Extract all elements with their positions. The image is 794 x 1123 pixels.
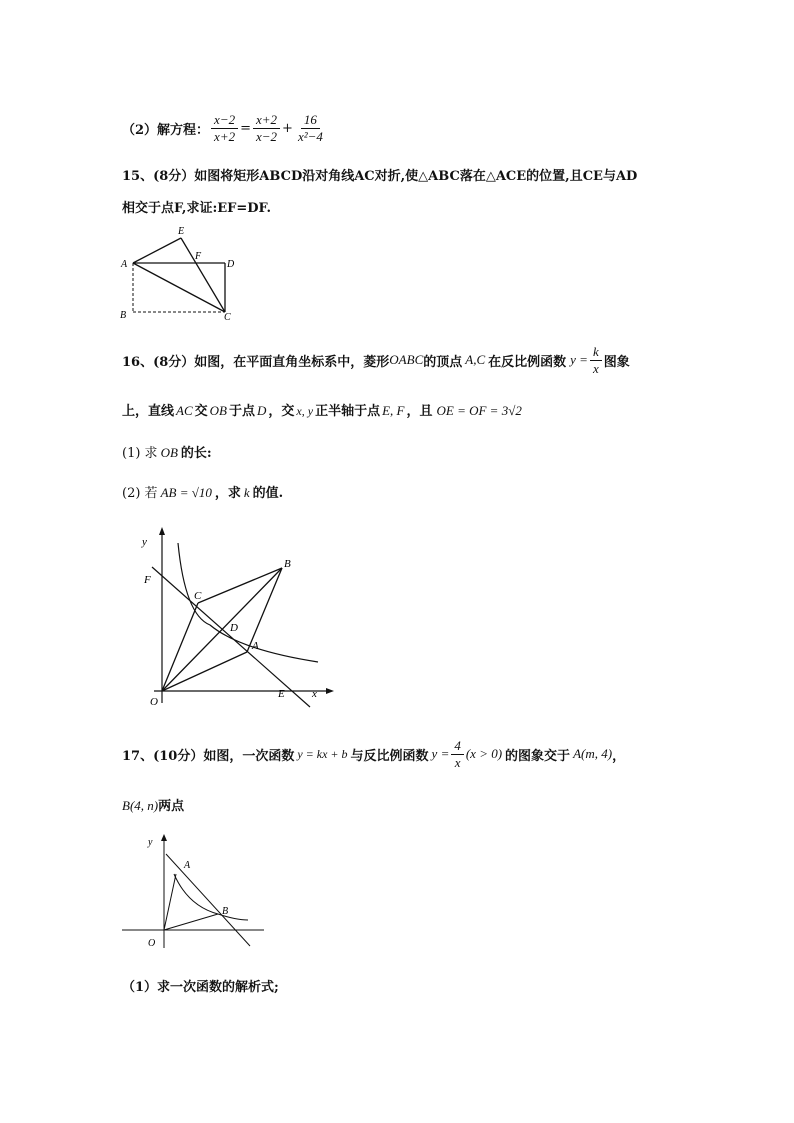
- line-AB: [166, 854, 250, 946]
- label-E: E: [278, 688, 285, 700]
- edge-AE: [133, 238, 181, 263]
- label-D: D: [227, 259, 235, 270]
- label-F: F: [144, 574, 151, 586]
- p17-line1: [122, 734, 625, 774]
- p14-part2: [122, 108, 328, 148]
- p15-figure: [115, 222, 245, 326]
- p16-l2-OB: OB: [209, 403, 227, 418]
- label-A: A: [252, 640, 259, 652]
- segment-OA: [164, 874, 176, 930]
- p16-l2-D: D: [257, 403, 267, 418]
- p16-l2-a: 上，直线: [122, 404, 175, 419]
- x-axis-arrow: [326, 688, 334, 694]
- segment-OB: [164, 914, 218, 930]
- label-A: A: [184, 860, 191, 871]
- y-axis-arrow: [161, 834, 167, 841]
- label-D: D: [230, 622, 238, 634]
- fraction-3-num: 16: [301, 112, 320, 129]
- p16-l2-AC: AC: [176, 403, 193, 418]
- p17-y-eq: y =: [431, 746, 450, 761]
- label-B: B: [222, 906, 229, 917]
- label-F: F: [195, 251, 202, 262]
- p16-l2-e: 于点: [229, 404, 256, 419]
- p17-intro: 17、(10分）如图，一次函数: [122, 748, 295, 764]
- p16-line1: [122, 340, 630, 380]
- p16-q2-a: (2) 若: [122, 486, 158, 501]
- p15-line1: 15、(8分）如图将矩形ABCD沿对角线AC对折,使△ABC落在△ACE的位置,且CE与AD: [122, 169, 638, 184]
- p16-q1-OB: OB: [160, 445, 178, 460]
- p16-q2-AB: AB = √10: [160, 485, 212, 500]
- p16-l2-k: ，且: [406, 404, 433, 419]
- equals-sign: =: [240, 120, 251, 136]
- fraction-3-den: x²−4: [297, 128, 323, 144]
- fraction-2-den: x−2: [256, 128, 278, 144]
- p15-line2: 相交于点F,求证:EF=DF.: [122, 201, 271, 216]
- label-O: O: [150, 696, 158, 708]
- p16-fraction-num: k: [590, 344, 602, 361]
- fraction-1: [211, 112, 238, 145]
- p16-rhombus: OABC: [389, 352, 424, 367]
- p17-linear-func: y = kx + b: [297, 746, 348, 761]
- p17-point-B: B(4, n): [122, 798, 159, 813]
- p17-fraction: [451, 738, 464, 771]
- p16-fraction: [590, 344, 602, 377]
- p17-figure: [118, 828, 268, 952]
- p16-question-1: [122, 442, 212, 461]
- label-A: A: [121, 259, 128, 270]
- p16-text-vertex: 的顶点: [423, 354, 463, 370]
- p16-fraction-den: x: [592, 360, 599, 376]
- label-O: O: [148, 938, 156, 949]
- p16-q2-e: 的值.: [252, 486, 284, 501]
- p14-label: （2）解方程：: [122, 122, 210, 138]
- label-C: C: [224, 312, 231, 323]
- hyperbola-curve: [174, 874, 248, 920]
- label-B: B: [120, 310, 127, 321]
- p16-intro: 16、(8分）如图，在平面直角坐标系中，菱形: [122, 354, 390, 370]
- p16-text-func: 在反比例函数: [488, 354, 567, 370]
- diagonal-AC: [133, 263, 225, 312]
- p16-y-eq: y =: [570, 352, 588, 367]
- p16-figure: [140, 525, 340, 715]
- label-y: y: [142, 536, 147, 548]
- p17-comma: ，: [612, 748, 626, 764]
- p16-line2: [122, 400, 522, 419]
- p17-fraction-num: 4: [451, 738, 464, 755]
- line-FE: [152, 567, 310, 707]
- p16-q1-a: (1) 求: [122, 446, 158, 461]
- p17-text-with: 与反比例函数: [350, 748, 429, 764]
- p17-point-A: A(m, 4): [573, 746, 613, 761]
- label-E: E: [178, 226, 185, 237]
- fraction-3: [295, 112, 326, 145]
- p17-domain: (x > 0): [465, 746, 503, 761]
- fraction-2: [253, 112, 280, 145]
- y-axis-arrow: [159, 527, 165, 535]
- p16-l2-g: ，交: [268, 404, 295, 419]
- edge-AO: [162, 652, 247, 691]
- fraction-1-num: x−2: [211, 112, 238, 129]
- p16-l2-c: 交: [194, 404, 208, 419]
- label-C: C: [194, 590, 202, 602]
- p16-l2-xy: x, y: [296, 404, 314, 418]
- label-y: y: [148, 837, 153, 848]
- p16-points-AC: A,C: [465, 352, 486, 367]
- edge-OC: [162, 603, 198, 691]
- p17-fraction-den: x: [454, 754, 461, 770]
- p17-question-1: （1）求一次函数的解析式;: [122, 980, 279, 995]
- p16-q2-c: ，求: [214, 486, 241, 501]
- p16-text-graph: 图象: [603, 354, 630, 370]
- p17-line2: [122, 795, 184, 814]
- p16-l2-EF: E, F: [382, 403, 405, 418]
- p16-l2-OE-eq: OE = OF = 3√2: [436, 403, 522, 418]
- plus-sign: +: [282, 120, 293, 136]
- p17-text-two-points: 两点: [158, 799, 185, 814]
- label-B: B: [284, 558, 291, 570]
- fraction-1-den: x+2: [214, 128, 236, 144]
- p17-text-intersect: 的图象交于: [505, 748, 571, 764]
- label-x: x: [312, 688, 317, 700]
- fraction-2-num: x+2: [253, 112, 280, 129]
- p16-l2-i: 正半轴于点: [315, 404, 381, 419]
- p16-q1-c: 的长:: [180, 446, 212, 461]
- diagonal-OB: [162, 568, 282, 691]
- p16-q2-k: k: [243, 485, 250, 500]
- p16-question-2: [122, 482, 283, 501]
